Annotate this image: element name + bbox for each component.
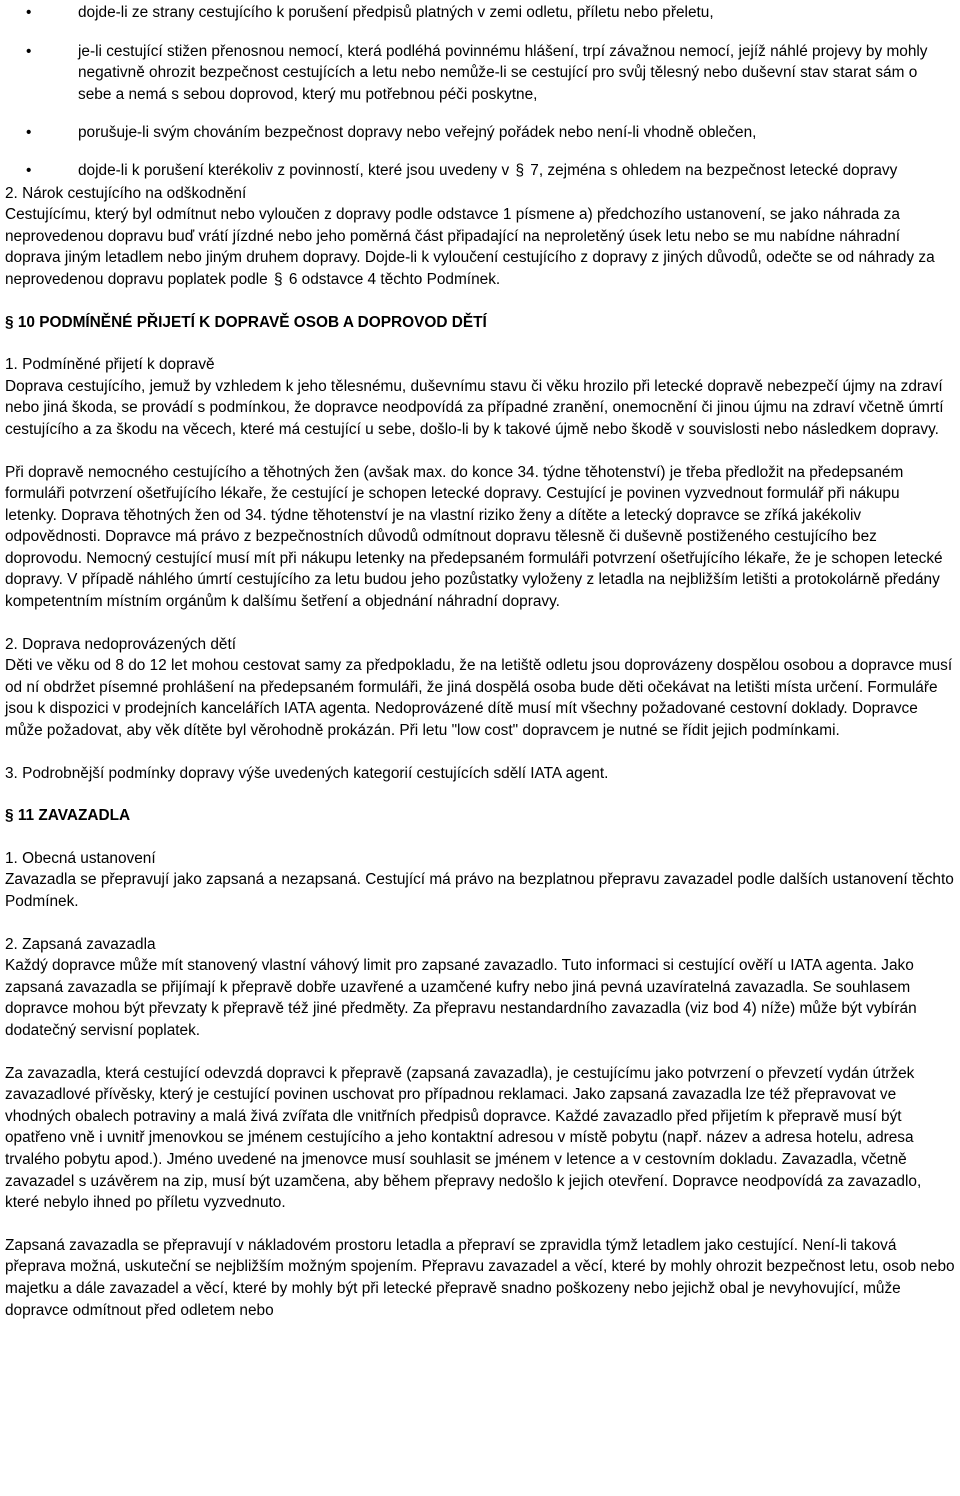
bullet-glyph: • xyxy=(26,124,32,142)
subsection-title: 2. Zapsaná zavazadla xyxy=(5,935,156,953)
paragraph-text: Cestujícímu, který byl odmítnut nebo vyloučen z dopravy podle odstavce 1 písmene a) předchozího ustanovení, se jako náhrada za neprovedenou dopravu buď vrátí jízdné nebo jeho poměrná část připadající na neproletěný úsek letu nebo se mu nabídne náhradní doprava jiným letadlem nebo jiným druhem dopravy. Dojde-li k vyloučení cestujícího z dopravy z jiných důvodů, odečte se od náhrady za neprovedenou dopravu poplatek podle xyxy=(5,206,935,288)
section-symbol: § xyxy=(515,161,525,179)
bullet-glyph: • xyxy=(26,4,32,21)
list-item-text: dojde-li ze strany cestujícího k porušení předpisů platných v zemi odletu, příletu nebo přeletu, xyxy=(78,4,714,21)
subsection-title: 1. Podmíněné přijetí k dopravě xyxy=(5,356,215,374)
paragraph-text: 6 odstavce 4 těchto Podmínek. xyxy=(288,270,501,288)
section-heading xyxy=(5,805,955,827)
list-item xyxy=(5,2,955,24)
list-item xyxy=(5,160,955,182)
section-heading-text: 11 ZAVAZADLA xyxy=(17,807,131,825)
section-heading xyxy=(5,312,955,334)
paragraph: Děti ve věku od 8 do 12 let mohou cestovat samy za předpokladu, že na letiště odletu jsou doprovázeny dospělou osobou a dopravce musí od ní obdržet písemné prohlášení na předepsaném formuláři, že jiná dospělá osoba bude děti očekávat na letišti místa určení. Formuláře jsou k dispozici v prodejních kancelářích IATA agenta. Nedoprovázené dítě musí mít všechny požadované cestovní doklady. Dopravce může požadovat, aby věk dítěte byl věrohodně prokázán. Při letu "low cost" dopravcem je nutné se řídit jejich podmínkami. xyxy=(5,657,953,740)
subsection-title: 1. Obecná ustanovení xyxy=(5,849,156,867)
paragraph: Zapsaná zavazadla se přepravují v nákladovém prostoru letadla a přepraví se zpravidla týmž letadlem jako cestující. Není-li taková přeprava možná, uskuteční se nejbližším možným spojením. Přepravu zavazadel a věcí, které by mohly ohrozit bezpečnost letu, osob nebo majetku a dále zavazadel a věcí, které by mohly být při letecké přepravě snadno poškozeny nebo jejichž obal je nevyhovující, může dopravce odmítnout před odletem nebo xyxy=(5,1236,955,1319)
paragraph: Každý dopravce může mít stanovený vlastní váhový limit pro zapsané zavazadlo. Tuto informaci si cestující ověří u IATA agenta. Jako zapsaná zavazadla se přijímají k přepravě dobře uzavřené a uzamčené kufry nebo jiná pevná uzavíratelná zavazadla. Se souhlasem dopravce mohou být převzaty k přepravě též jiné předměty. Za přepravu nestandardního zavazadla (viz bod 4) níže) může být vybírán dodatečný servisní poplatek. xyxy=(5,957,917,1039)
list-item-text-after: 7, zejména s ohledem na bezpečnost letecké dopravy xyxy=(530,161,898,179)
list-item-text: porušuje-li svým chováním bezpečnost dopravy nebo veřejný pořádek nebo není-li vhodně oblečen, xyxy=(78,124,757,142)
paragraph: Za zavazadla, která cestující odevzdá dopravci k přepravě (zapsaná zavazadla), je cestujícímu jako potvrzení o převzetí vydán útržek zavazadlové přívěsky, který je cestující povinen uschovat pro případnou reklamaci. Jako zapsaná zavazadla lze též přepravovat ve vhodných obalech potraviny a malá živá zvířata dle vnitřních předpisů dopravce. Každé zavazadlo před přijetím k přepravě musí být opatřeno vně i uvnitř jmenovkou se jménem cestujícího a jeho kontaktní adresou v místě pobytu (např. název a adresa hotelu, adresa trvalého pobytu apod.). Jméno uvedené na jmenovce musí souhlasit se jménem v letence a v cestovním dokladu. Zavazadla, včetně zavazadel s uzávěrem na zip, musí být uzamčena, aby během přepravy nedošlo k jejich otevření. Dopravce neodpovídá za zavazadlo, které nebylo ihned po příletu vyzvednuto. xyxy=(5,1064,922,1212)
section-symbol: § xyxy=(5,313,14,331)
section-symbol: § xyxy=(5,807,14,825)
bullet-glyph: • xyxy=(26,161,32,179)
list-item-text-before: dojde-li k porušení kterékoliv z povinností, které jsou uvedeny v xyxy=(78,161,510,179)
list-item-text: je-li cestující stižen přenosnou nemocí, která podléhá povinnému hlášení, trpí závažnou nemocí, jejíž náhlé projevy by mohly negativně ohrozit bezpečnost cestujících a letu nebo nemůže-li se cestující pro svůj tělesný nebo duševní stav starat sám o sebe a nemá s sebou doprovod, který mu potřebnou péči poskytne, xyxy=(78,42,928,103)
document-page xyxy=(5,0,955,1321)
paragraph: 3. Podrobnější podmínky dopravy výše uvedených kategorií cestujících sdělí IATA agent. xyxy=(5,764,609,782)
bullet-glyph: • xyxy=(26,42,32,60)
paragraph: Zavazadla se přepravují jako zapsaná a nezapsaná. Cestující má právo na bezplatnou přepravu zavazadel podle dalších ustanovení těchto Podmínek. xyxy=(5,871,954,910)
subsection-title: 2. Doprava nedoprovázených dětí xyxy=(5,635,237,653)
list-item xyxy=(5,41,955,106)
section-heading-text: 10 PODMÍNĚNÉ PŘIJETÍ K DOPRAVĚ OSOB A DOPROVOD DĚTÍ xyxy=(17,313,487,331)
refusal-reasons-list xyxy=(5,2,955,182)
paragraph xyxy=(5,204,955,290)
subsection-title: 2. Nárok cestujícího na odškodnění xyxy=(5,184,247,202)
list-item xyxy=(5,122,955,144)
paragraph: Doprava cestujícího, jemuž by vzhledem k jeho tělesnému, duševnímu stavu či věku hrozilo při letecké dopravě nebezpečí újmy na zdraví nebo jiná škoda, se provádí s podmínkou, že dopravce neodpovídá za případné zranění, onemocnění či jinou újmu na zdraví včetně úmrtí cestujícího a za škodu na věcech, které má cestující u sebe, došlo-li by k takové újmě nebo škodě v souvislosti nebo následkem dopravy. xyxy=(5,377,944,438)
section-symbol: § xyxy=(274,270,283,288)
paragraph: Při dopravě nemocného cestujícího a těhotných žen (avšak max. do konce 34. týdne těhotenství) je třeba předložit na předepsaném formuláři potvrzení ošetřujícího lékaře, že cestující je schopen letecké dopravy. Cestující je povinen vyzvednout formulář při nákupu letenky. Doprava těhotných žen od 34. týdne těhotenství je na vlastní riziko ženy a dítěte a letecký dopravce se zříká jakékoliv odpovědnosti. Dopravce má právo z bezpečnostních důvodů odmítnout dopravu tělesně či duševně postiženého cestujícího bez doprovodu. Nemocný cestující musí mít při nákupu letenky na předepsaném formuláři potvrzení ošetřujícího lékaře, že je schopen letecké dopravy. V případě náhlého úmrtí cestujícího za letu budou jeho pozůstatky vyloženy z letadla na nejbližším letišti a protokolárně předány kompetentním místním orgánům k dalšímu šetření a objednání náhradní dopravy. xyxy=(5,463,943,611)
